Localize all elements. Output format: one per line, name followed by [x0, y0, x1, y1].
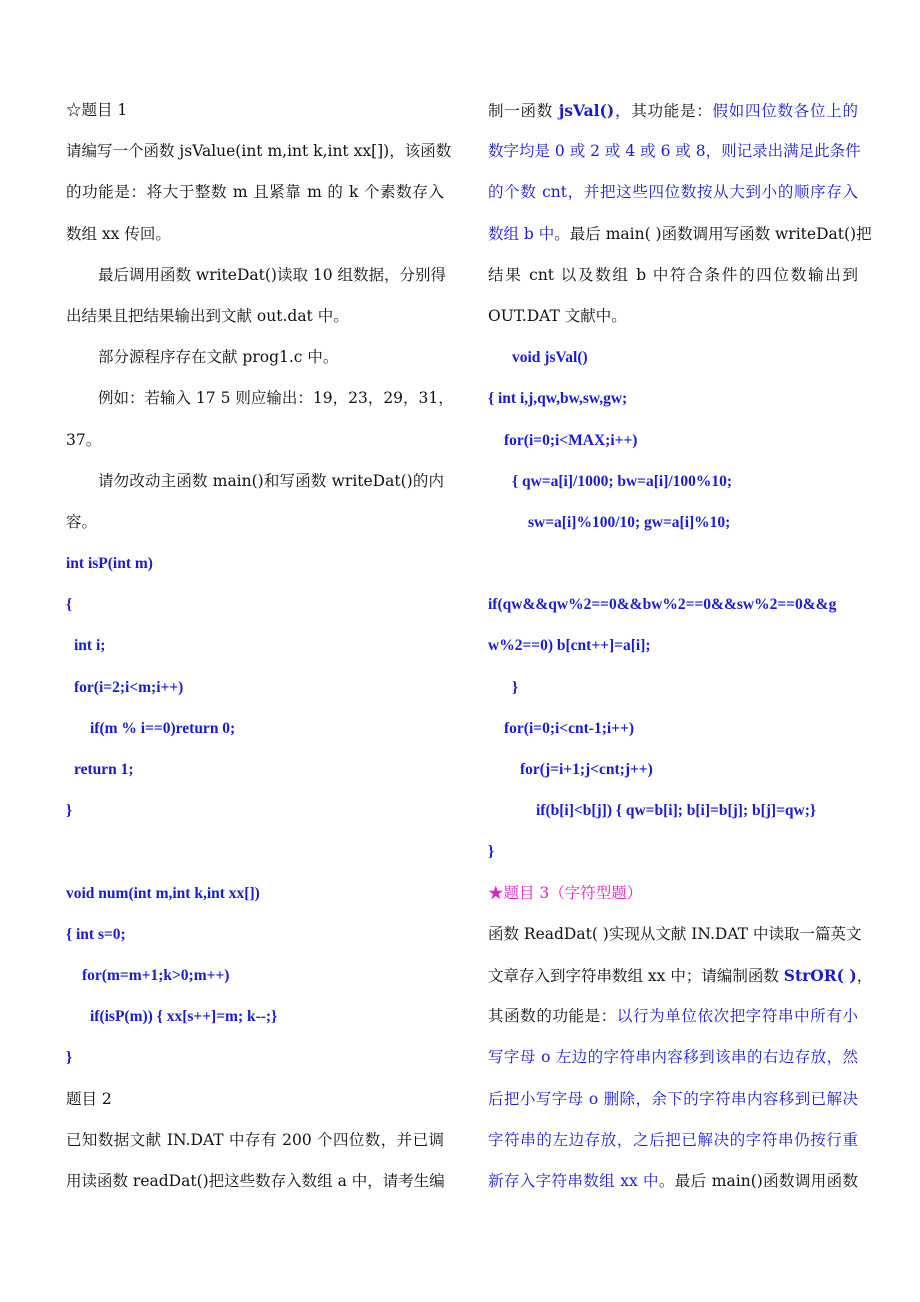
highlight-text: 以行为单位依次把字符串中所有小: [616, 1007, 858, 1026]
code-line: { int i,j,qw,bw,sw,gw;: [488, 390, 628, 408]
text-span: 。最后 main( )函数调用写函数 writeDat()把: [554, 224, 872, 243]
code-line: }: [66, 802, 73, 820]
highlight-text: 新存入字符串数组 xx 中: [488, 1171, 659, 1190]
text-span: 文章存入到字符串数组 xx 中；请编制函数: [488, 966, 784, 985]
function-name: jsVal(): [558, 101, 615, 120]
spacer: [488, 543, 858, 584]
code-line: if(isP(m)) { xx[s++]=m; k--;}: [90, 1008, 278, 1026]
problem-3-text: [488, 955, 873, 996]
problem-2-title: 题目 2: [66, 1089, 112, 1108]
highlight-text: 数字均是 0 或 2 或 4 或 6 或 8，则记录出满足此条件: [488, 142, 861, 161]
highlight-text: 写字母 o 左边的字符串内容移到该串的右边存放，然: [488, 1048, 858, 1067]
problem-1-example: 例如：若输入 17 5 则应输出：19，23，29，31，: [98, 389, 454, 408]
code-line: if(m % i==0)return 0;: [90, 719, 236, 737]
problem-1-title: ☆题目 1: [66, 101, 128, 119]
highlight-text: 后把小写字母 o 删除，余下的字符串内容移到已解决: [488, 1089, 858, 1108]
code-line: void jsVal(): [512, 349, 588, 367]
problem-1-text: 最后调用函数 writeDat()读取 10 组数据，分别得: [98, 265, 447, 284]
highlight-text: 的个数 cnt，并把这些四位数按从大到小的顺序存入: [488, 183, 858, 202]
highlight-text: 字符串的左边存放，之后把已解决的字符串仍按行重: [488, 1130, 858, 1149]
text-span: 。最后 main()函数调用函数: [658, 1171, 858, 1190]
code-line: { qw=a[i]/1000; bw=a[i]/100%10;: [512, 472, 733, 490]
highlight-text: 数组 b 中: [488, 224, 555, 243]
code-line: for(i=2;i<m;i++): [74, 678, 184, 696]
code-line: for(i=0;i<cnt-1;i++): [504, 719, 635, 737]
problem-2-text: 结果 cnt 以及数组 b 中符合条件的四位数输出到: [488, 265, 858, 284]
right-column: [488, 90, 873, 1202]
problem-3-text: [488, 1161, 858, 1202]
problem-1-text: 请勿改动主函数 main()和写函数 writeDat()的内: [98, 471, 444, 490]
problem-2-text: 用读函数 readDat()把这些数存入数组 a 中，请考生编: [66, 1171, 445, 1190]
text-span: ，: [856, 966, 873, 985]
problem-1-text: 部分源程序存在文献 prog1.c 中。: [98, 348, 339, 367]
code-line: sw=a[i]%100/10; gw=a[i]%10;: [528, 513, 731, 531]
problem-3-text: 函数 ReadDat( )实现从文献 IN.DAT 中读取一篇英文: [488, 924, 862, 943]
code-line: { int s=0;: [66, 925, 126, 943]
problem-2-text: [488, 214, 872, 255]
problem-1-text: 出结果且把结果输出到文献 out.dat 中。: [66, 306, 349, 325]
problem-1-example: 37。: [66, 430, 102, 449]
code-line: }: [488, 843, 495, 861]
problem-3-title: ★题目 3（字符型题）: [488, 883, 643, 902]
text-span: 制一函数: [488, 102, 559, 120]
code-line: for(m=m+1;k>0;m++): [82, 966, 230, 984]
code-line: w%2==0) b[cnt++]=a[i];: [488, 637, 651, 655]
highlight-text: 假如四位数各位上的: [712, 102, 858, 120]
code-line: }: [66, 1049, 73, 1067]
code-line: for(i=0;i<MAX;i++): [504, 431, 638, 449]
code-line: if(b[i]<b[j]) { qw=b[i]; b[i]=b[j]; b[j]=qw;}: [536, 802, 817, 820]
spacer: [66, 831, 444, 872]
text-span: 其函数的功能是：: [488, 1007, 617, 1026]
problem-2-text: OUT.DAT 文献中。: [488, 306, 627, 325]
text-span: ，其功能是：: [614, 102, 713, 120]
problem-2-text: 已知数据文献 IN.DAT 中存有 200 个四位数，并已调: [66, 1130, 444, 1149]
code-line: }: [512, 678, 519, 696]
code-line: {: [66, 596, 73, 614]
problem-1-text: 请编写一个函数 jsValue(int m,int k,int xx[])，该函数: [66, 142, 452, 161]
problem-2-text: [488, 90, 858, 131]
problem-1-text: 的功能是：将大于整数 m 且紧靠 m 的 k 个素数存入: [66, 183, 444, 202]
code-line: for(j=i+1;j<cnt;j++): [520, 761, 653, 778]
problem-3-text: [488, 996, 858, 1037]
code-line: void num(int m,int k,int xx[]): [66, 884, 260, 902]
code-line: int i;: [74, 637, 106, 655]
function-name: StrOR( ): [783, 965, 857, 985]
problem-1-text: 容。: [66, 512, 98, 531]
code-line: if(qw&&qw%2==0&&bw%2==0&&sw%2==0&&g: [488, 596, 837, 614]
problem-1-text: 数组 xx 传回。: [66, 224, 171, 243]
code-line: return 1;: [74, 761, 134, 778]
code-line: int isP(int m): [66, 555, 153, 573]
left-column: [66, 90, 454, 1202]
